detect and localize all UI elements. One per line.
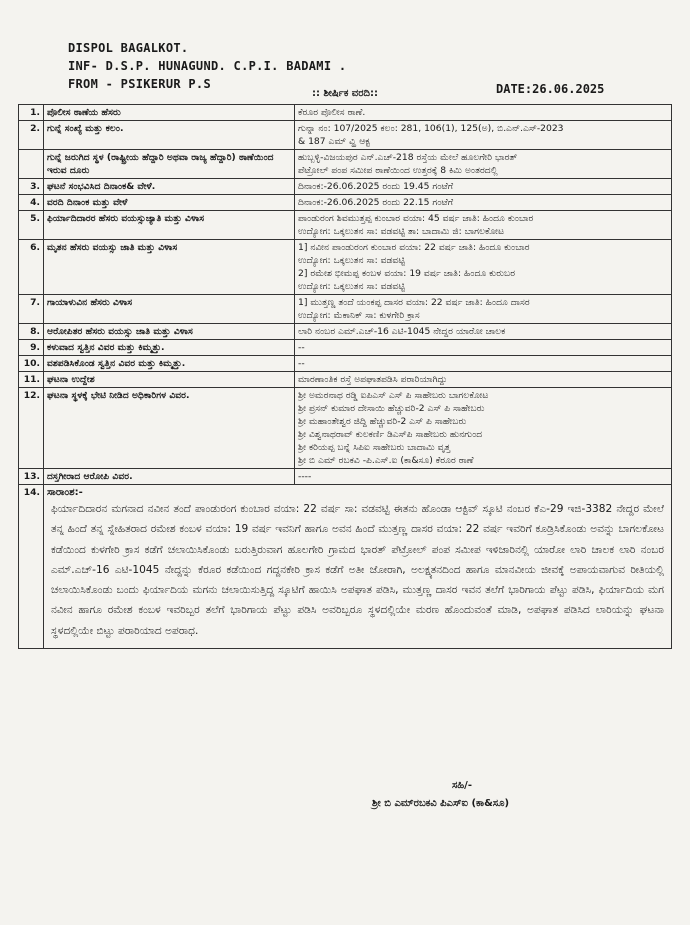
value-line: ಶ್ರೀ ಮಹಾಂತೇಶ್ವರ ಜಿದ್ದಿ ಹೆಚ್ಚುವರಿ-2 ಎಸ್ ಪಿ ಸಾಹೇಬರು	[298, 416, 467, 427]
summary-cell	[44, 485, 672, 649]
summary-row	[19, 485, 672, 649]
row-number: 1.	[19, 105, 44, 121]
value-line: 2] ರಮೇಶ ಭೀಮಪ್ಪ ಕಂಬಳ ವಯಾ: 19 ವರ್ಷ ಜಾತಿ: ಹಿಂದೂ ಕುರುಬರ	[298, 268, 516, 279]
value-line: --	[298, 342, 305, 353]
row-value	[295, 105, 672, 121]
report-date: DATE:26.06.2025	[496, 82, 605, 96]
value-line: ದಿನಾಂಕ:-26.06.2025 ರಂದು 19.45 ಗಂಟೆಗೆ	[298, 181, 454, 192]
value-line: ದಿನಾಂಕ:-26.06.2025 ರಂದು 22.15 ಗಂಟೆಗೆ	[298, 197, 454, 208]
row-value	[295, 150, 672, 179]
row-value	[295, 372, 672, 388]
row-value	[295, 195, 672, 211]
row-value	[295, 121, 672, 150]
row-number: 9.	[19, 340, 44, 356]
table-row	[19, 295, 672, 324]
row-label: ಮೃತನ ಹೆಸರು ವಯಸ್ಸು ಜಾತಿ ಮತ್ತು ವಿಳಾಸ	[44, 240, 295, 295]
row-number: 8.	[19, 324, 44, 340]
row-number: 12.	[19, 388, 44, 469]
row-label: ಫಿರ್ಯಾದಿದಾರರ ಹೆಸರು ವಯಸ್ಸುಜ್ಯಾತಿ ಮತ್ತು ವಿಳಾಸ	[44, 211, 295, 240]
row-value	[295, 240, 672, 295]
row-value	[295, 356, 672, 372]
row-number: 13.	[19, 469, 44, 485]
value-line: 1] ನವೀನ ಪಾಂಡುರಂಗ ಕುಂಬಾರ ವಯಾ: 22 ವರ್ಷ ಜಾತಿ: ಹಿಂದೂ ಕುಂಬಾರ	[298, 242, 530, 253]
table-row	[19, 211, 672, 240]
row-value	[295, 324, 672, 340]
header-from: FROM - PSIKERUR P.S	[68, 77, 211, 91]
row-label: ವಶಪಡಿಸಿಕೊಂಡ ಸ್ವತ್ತಿನ ವಿವರ ಮತ್ತು ಕಿಮ್ಮತ್ತು.	[44, 356, 295, 372]
value-line: ಕೆರೂರ ಪೊಲೀಸ ಠಾಣೆ.	[298, 107, 366, 118]
table-row	[19, 195, 672, 211]
row-label: ವರದಿ ದಿನಾಂಕ ಮತ್ತು ವೇಳೆ	[44, 195, 295, 211]
value-line: ಶ್ರೀ ಅಮರನಾಥ ರಡ್ಡಿ ಐಪಿಎಸ್ ಎಸ್ ಪಿ ಸಾಹೇಬರು ಬಾಗಲಕೋಟ	[298, 390, 489, 401]
table-row	[19, 121, 672, 150]
row-value	[295, 388, 672, 469]
signature-name: ಶ್ರೀ ಬಿ ಎಮ್‌ರಬಕವಿ ಪಿಎಸ್‌ಐ (ಕಾ&ಸೂ)	[372, 798, 510, 809]
value-line: ಗುನ್ನಾ ನಂ: 107/2025 ಕಲಂ: 281, 106(1), 125(ಅ), ಬಿ.ಎನ್.ಎಸ್-2023	[298, 123, 564, 134]
table-row	[19, 388, 672, 469]
summary-number: 14.	[19, 485, 44, 649]
row-label: ಘಟನಾ ಉದ್ದೇಶ	[44, 372, 295, 388]
row-number: 10.	[19, 356, 44, 372]
row-label: ಆರೋಪಿತರ ಹೆಸರು ವಯಸ್ಸು ಜಾತಿ ಮತ್ತು ವಿಳಾಸ	[44, 324, 295, 340]
value-line: ಉದ್ಯೋಗ: ಒಕ್ಕಲುತನ ಸಾ: ವಡವಟ್ಟಿ ತಾ: ಬಾದಾಮಿ ಜಿ: ಬಾಗಲಕೋಟ	[298, 226, 505, 237]
header-dispol: DISPOL BAGALKOT.	[68, 41, 189, 55]
table-row	[19, 179, 672, 195]
row-label: ಗಾಯಾಳುವಿನ ಹೆಸರು ವಿಳಾಸ	[44, 295, 295, 324]
row-number: 6.	[19, 240, 44, 295]
row-number: 3.	[19, 179, 44, 195]
row-value	[295, 340, 672, 356]
value-line: --	[298, 358, 305, 369]
summary-text: ಫಿರ್ಯಾದಿದಾರನ ಮಗನಾದ ನವೀನ ತಂದೆ ಪಾಂಡುರಂಗ ಕುಂಬಾರ ವಯಾ: 22 ವರ್ಷ ಸಾ: ವಡವಟ್ಟಿ ಈತನು ಹೊಂಡಾ ಆಕ್ಟಿವ್ ಸ್ಕೂಟಿ ನಂಬರ ಕೆಎ-29 ಇಜಿ-3382 ನೇದ್ದರ ಮೇಲೆ ತನ್ನ ಹಿಂದೆ ತನ್ನ ಸ್ನೇಹಿತರಾದ ರಮೇಶ ಕಂಬಳ ವಯಾ: 19 ವರ್ಷ ಇವನಿಗೆ ಹಾಗೂ ಅವನ ಹಿಂದೆ ಮುತ್ತಣ್ಣ ದಾಸರ ವಯಾ: 22 ವರ್ಷ ಇವರಿಗೆ ಕೂಡ್ರಿಸಿಕೊಂಡು ಅವನ್ನು ಬಾಗಲಕೋಟ ಕಡೆಯಿಂದ ಕುಳಗೇರಿ ಕ್ರಾಸ ಕಡೆಗೆ ಚಲಾಯಿಸಿಕೊಂಡು ಬರುತ್ತಿರುವಾಗ ಹೂಲಗೇರಿ ಗ್ರಾಮದ ಭಾರತ್ ಪೆಟ್ರೋಲ್ ಪಂಪ ಸಮೀಪ ಇಳಿಜಾರಿನಲ್ಲಿ ಯಾರೋ ಲಾರಿ ಚಾಲಕ ಲಾರಿ ನಂಬರ ಎಮ್.ಎಚ್-16 ಎಟಿ-1045 ನೇದ್ದನ್ನು ಕೆರೂರ ಕಡೆಯಿಂದ ಗದ್ದನಕೇರಿ ಕ್ರಾಸ ಕಡೆಗೆ ಅತೀ ಜೋರಾಗಿ, ಅಲಕ್ಷ್ಯತನದಿಂದ ಹಾಗೂ ಮಾನವೀಯ ಜೀವಕ್ಕೆ ಅಪಾಯವಾಗುವ ರೀತಿಯಲ್ಲಿ ಚಲಾಯಿಸಿಕೊಂಡು ಬಂದು ಫಿರ್ಯಾದಿಯ ಮಗನು ಚಲಾಯಿಸುತ್ತಿದ್ದ ಸ್ಕೂಟಿಗೆ ಹಾಯಿಸಿ ಅಪಘಾತ ಪಡಿಸಿ, ಮುತ್ತಣ್ಣ ದಾಸರ ಇವನ ತಲೆಗೆ ಭಾರಿಗಾಯ ಪೆಟ್ಟು ಪಡಿಸಿ, ಫಿರ್ಯಾದಿಯ ಮಗ ನವೀನ ಹಾಗೂ ರಮೇಶ ಕಂಬಳ ಇವರಿಬ್ಬರ ತಲೆಗೆ ಭಾರಿಗಾಯ ಪೆಟ್ಟು ಪಡಿಸಿ ಅವರಿಬ್ಬರೂ ಸ್ಥಳದಲ್ಲಿಯೇ ಮರಣ ಹೊಂದುವಂತೆ ಮಾಡಿ, ಅಪಘಾತ ಪಡಿಸಿದ ಲಾರಿಯನ್ನು ಘಟನಾ ಸ್ಥಳದಲ್ಲಿಯೇ ಬಿಟ್ಟು ಪರಾರಿಯಾದ ಅಪರಾಧ.	[51, 503, 664, 637]
row-value	[295, 469, 672, 485]
row-value	[295, 179, 672, 195]
value-line: ಹುಬ್ಬಳ್ಳಿ-ವಿಜಯಪುರ ಎನ್.ಎಚ್-218 ರಸ್ತೆಯ ಮೇಲೆ ಹೂಲಗೇರಿ ಭಾರತ್	[298, 152, 518, 163]
row-label: ಕಳುವಾದ ಸ್ವತ್ತಿನ ವಿವರ ಮತ್ತು ಕಿಮ್ಮತ್ತು.	[44, 340, 295, 356]
value-line: 1] ಮುತ್ತಣ್ಣ ತಂದೆ ಯಂಕಪ್ಪ ದಾಸರ ವಯಾ: 22 ವರ್ಷ ಜಾತಿ: ಹಿಂದೂ ದಾಸರ	[298, 297, 530, 308]
row-label: ದಸ್ತಗೀರಾದ ಆರೋಪಿ ವಿವರ.	[44, 469, 295, 485]
row-value	[295, 295, 672, 324]
value-line: ಲಾರಿ ನಂಬರ ಎಮ್.ಎಚ್-16 ಎಟಿ-1045 ನೇದ್ದರ ಯಾರೋ ಚಾಲಕ	[298, 326, 506, 337]
row-label: ಗುನ್ನೆ ಸಂಖ್ಯೆ ಮತ್ತು ಕಲಂ.	[44, 121, 295, 150]
value-line: ಮಾರಣಾಂತಿಕ ರಸ್ತೆ ಅಪಘಾತಪಡಿಸಿ ಪರಾರಿಯಾಗಿದ್ದು	[298, 374, 448, 385]
value-line: ಉದ್ಯೋಗ: ಮೆಕಾನಿಕ್ ಸಾ: ಕುಳಗೇರಿ ಕ್ರಾಸ	[298, 310, 420, 321]
table-row	[19, 324, 672, 340]
table-row	[19, 372, 672, 388]
row-label: ಗುನ್ನೆ ಜರುಗಿದ ಸ್ಥಳ (ರಾಷ್ಟ್ರೀಯ ಹೆದ್ದಾರಿ ಅಥವಾ ರಾಜ್ಯ ಹೆದ್ದಾರಿ) ಠಾಣೆಯಿಂದ ಇರುವ ದೂರು	[44, 150, 295, 179]
row-number: 11.	[19, 372, 44, 388]
value-line: & 187 ಎಮ್ ವ್ಹಿ ಆಕ್ಟ	[298, 136, 371, 147]
table-row	[19, 356, 672, 372]
row-number: 5.	[19, 211, 44, 240]
value-line: ಪೆಟ್ರೋಲ್ ಪಂಪ ಸಮೀಪ ಠಾಣೆಯಿಂದ ಉತ್ತರಕ್ಕೆ 8 ಕಿಮಿ ಅಂತರದಲ್ಲಿ	[298, 165, 498, 176]
table-row	[19, 340, 672, 356]
value-line: ಶ್ರೀ ಬಿ ಎಮ್ ರಬಕವಿ -ಪಿ.ಎಸ್.ಐ (ಕಾ&ಸೂ) ಕೆರೂರ ಠಾಣೆ	[298, 455, 474, 466]
row-number	[19, 150, 44, 179]
value-line: ಪಾಂಡುರಂಗ ಶಿವಮುತ್ತಪ್ಪ ಕುಂಬಾರ ವಯಾ: 45 ವರ್ಷ ಜಾತಿ: ಹಿಂದೂ ಕುಂಬಾರ	[298, 213, 534, 224]
table-row	[19, 105, 672, 121]
report-table	[18, 104, 672, 649]
report-subject: :: ಶೀರ್ಷಿಕ ವರದಿ::	[312, 88, 378, 99]
row-label: ಪೊಲೀಸ ಠಾಣೆಯ ಹೆಸರು	[44, 105, 295, 121]
summary-heading: ಸಾರಾಂಶ:-	[47, 487, 83, 498]
value-line: ಶ್ರೀ ಪ್ರಸನ್ ಕುಮಾರ ದೇಸಾಯಿ ಹೆಚ್ಚುವರಿ-2 ಎಸ್ ಪಿ ಸಾಹೇಬರು	[298, 403, 485, 414]
row-label: ಘಟನಾ ಸ್ಥಳಕ್ಕೆ ಭೇಟಿ ನೀಡಿದ ಅಧಿಕಾರಿಗಳ ವಿವರ.	[44, 388, 295, 469]
row-value	[295, 211, 672, 240]
value-line: ----	[298, 471, 312, 482]
header-inf: INF- D.S.P. HUNAGUND. C.P.I. BADAMI .	[68, 59, 347, 73]
value-line: ಶ್ರೀ ವಿಶ್ವನಾಥರಾವ್ ಕುಲಕರ್ಣಿ ಡಿಎಸ್‌ಪಿ ಸಾಹೇಬರು ಹುನಗುಂದ	[298, 429, 483, 440]
value-line: ಉದ್ಯೋಗ: ಒಕ್ಕಲುತನ ಸಾ: ವಡವಟ್ಟಿ	[298, 255, 405, 266]
row-number: 2.	[19, 121, 44, 150]
row-label: ಘಟನೆ ಸಂಭವಿಸಿದ ದಿನಾಂಕ& ವೇಳೆ.	[44, 179, 295, 195]
value-line: ಶ್ರೀ ಕರಿಯಪ್ಪ ಬನ್ನೆ ಸಿಪಿಐ ಸಾಹೇಬರು ಬಾದಾಮಿ ವೃತ್ತ	[298, 442, 451, 453]
table-row	[19, 240, 672, 295]
row-number: 7.	[19, 295, 44, 324]
table-row	[19, 469, 672, 485]
value-line: ಉದ್ಯೋಗ: ಒಕ್ಕಲುತನ ಸಾ: ವಡವಟ್ಟಿ	[298, 281, 405, 292]
row-number: 4.	[19, 195, 44, 211]
table-row	[19, 150, 672, 179]
signature-sd: ಸಹಿ/-	[452, 780, 472, 791]
